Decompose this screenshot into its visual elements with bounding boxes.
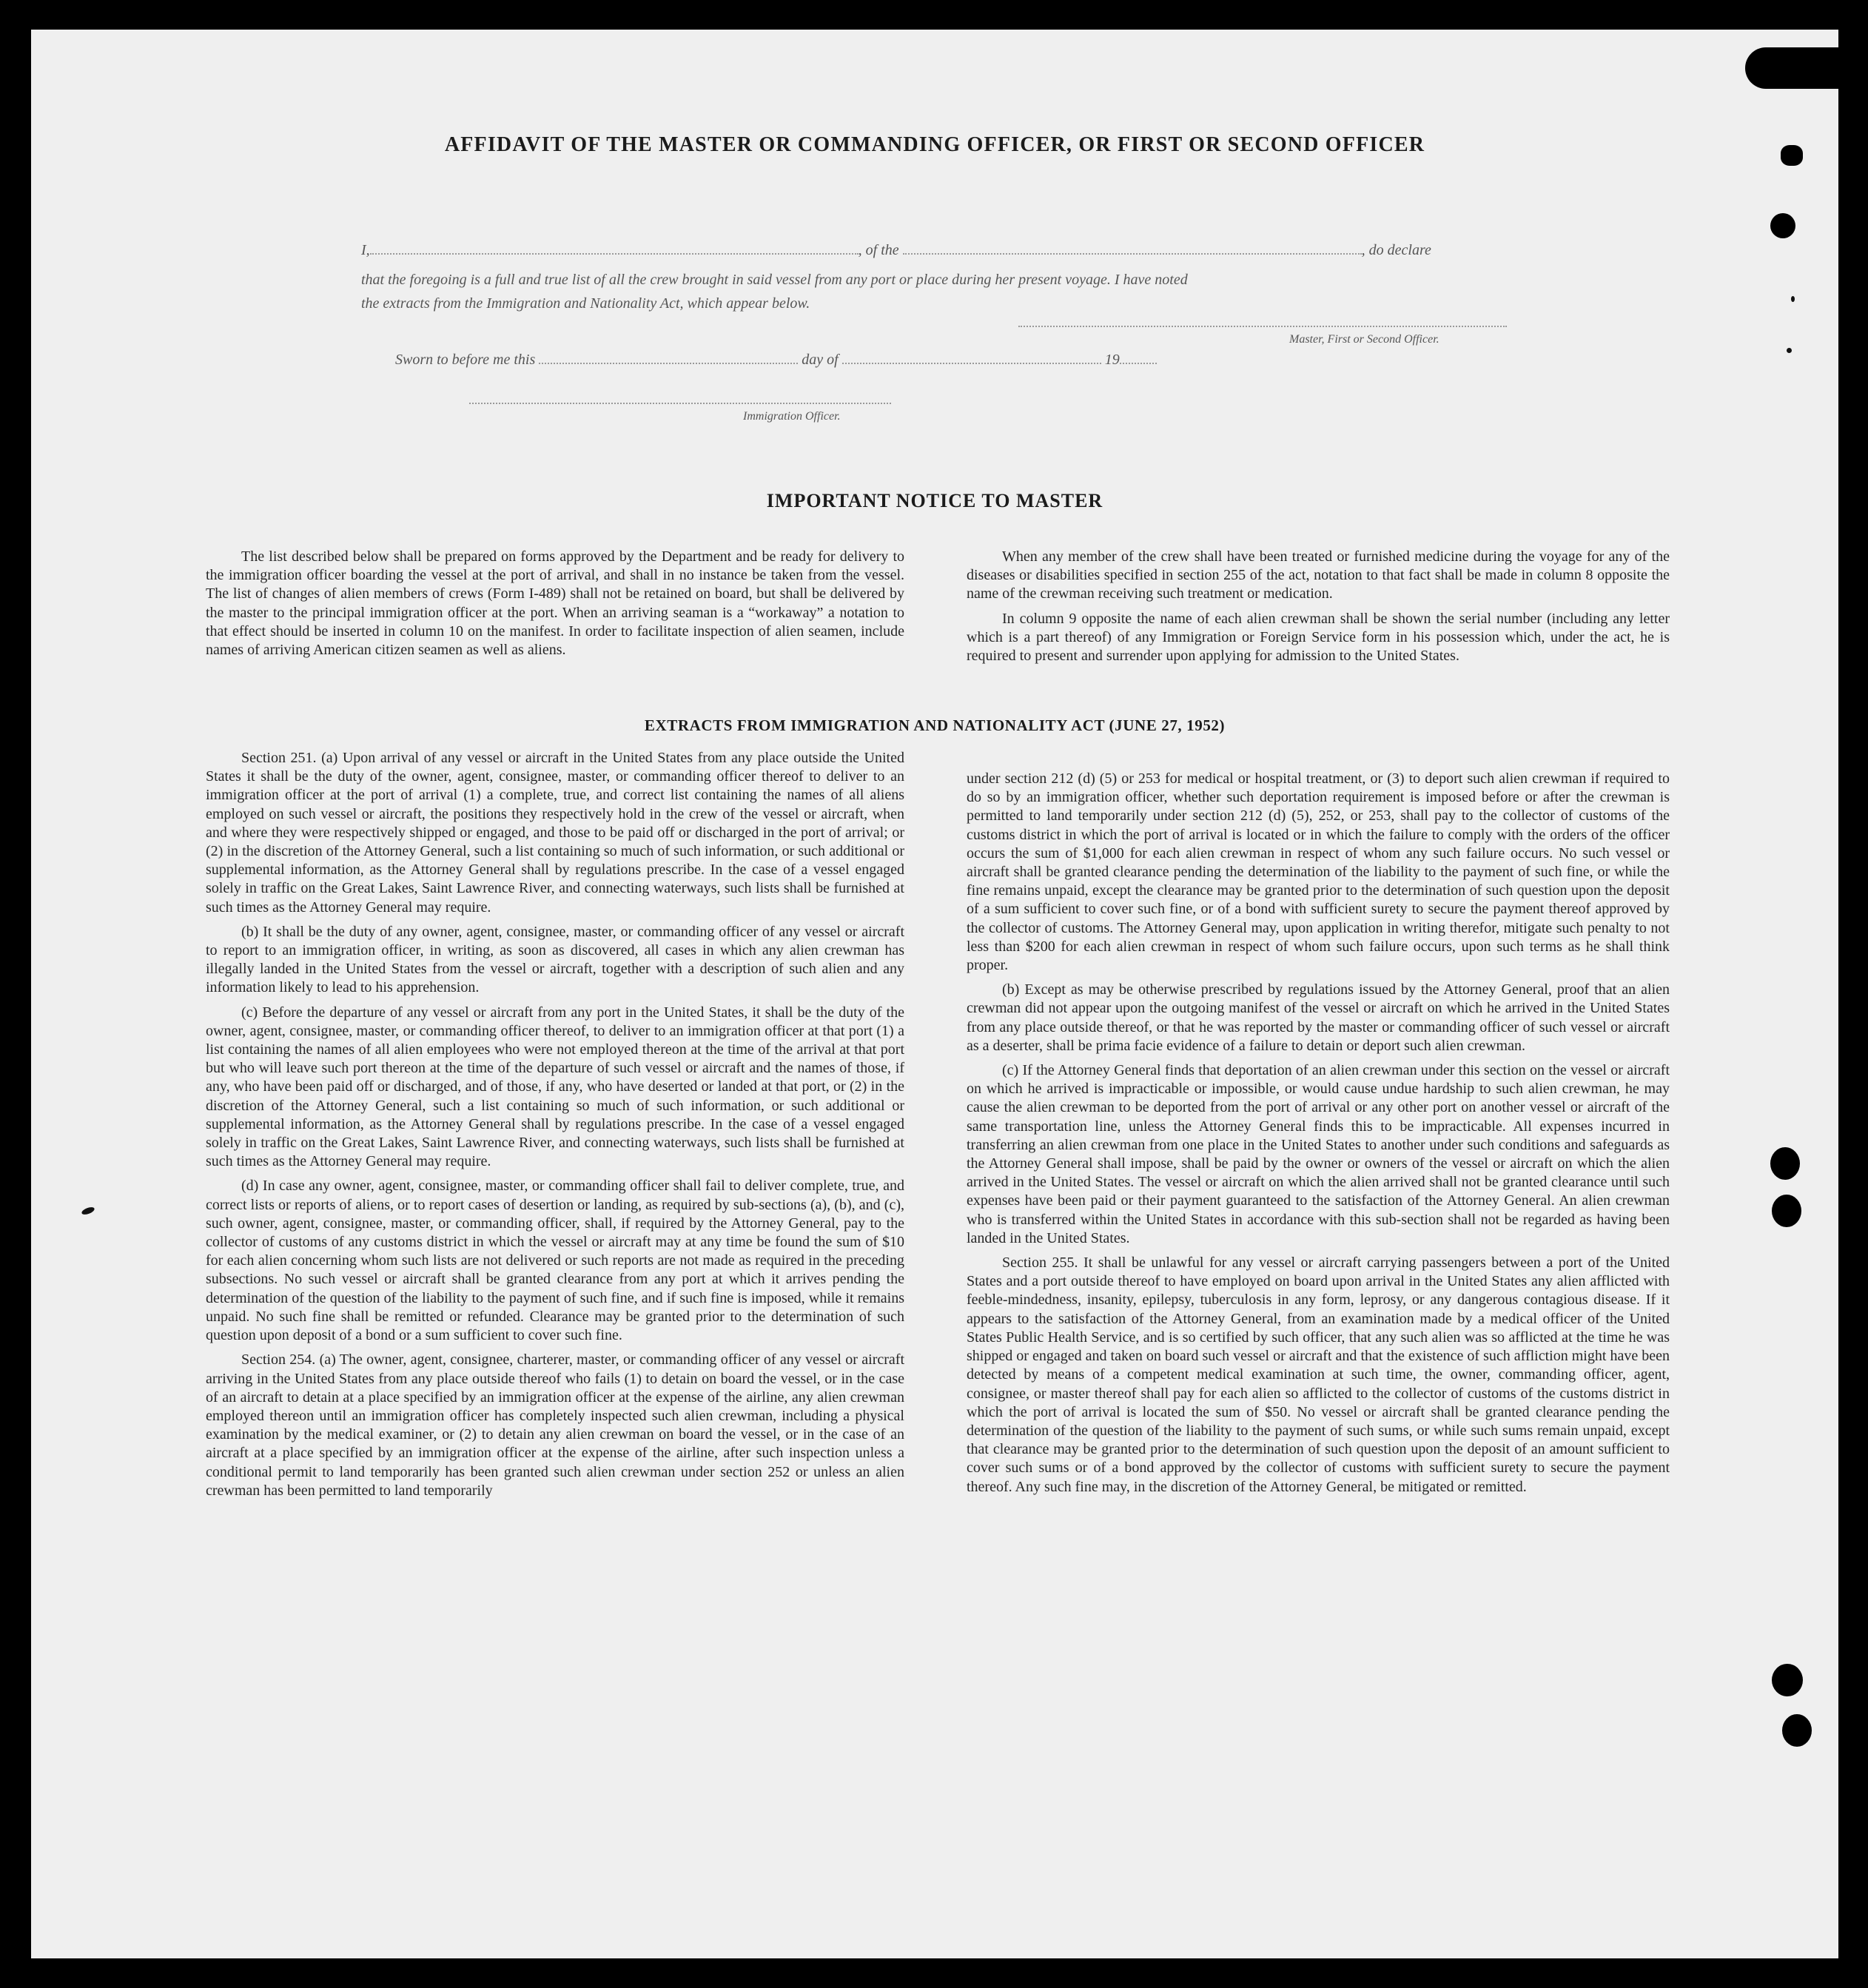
binder-hole — [1772, 1195, 1801, 1227]
immigration-officer-signature-line — [469, 403, 891, 404]
section-254-a-continued: under section 212 (d) (5) or 253 for medical or hospital treatment, or (3) to deport such alien crewman if required to do so by an immigration officer, whether such deportation requirement is imposed before or after the crewman is permitted to land temporarily under section 212 (d) (5), 252, or 253, shall pay to the collector of customs of the customs district in which the port of arrival is located or in which the failure to comply with the orders of the officer occurs the sum of $1,000 for each alien crewman in respect of whom any such failure occurs. No such vessel or aircraft shall be granted clearance pending the determination of the liability to the payment of such fine, or while the fine remains unpaid, except the clearance may be granted prior to the determination of such question upon the deposit of a sum sufficient to cover such fine, or of a bond with sufficient surety to secure the payment thereof approved by the collector of customs. The Attorney General may, upon application in writing therefor, mitigate such penalty to not less than $200 for each alien crewman in respect of whom such failure occurs, upon such terms as he shall think proper. — [967, 770, 1670, 974]
scan-speck — [1791, 296, 1795, 302]
year-blank — [1120, 351, 1157, 364]
section-254-c: (c) If the Attorney General finds that deportation of an alien crewman under this section on the vessel or aircraft on which he arrived is impracticable or impossible, or would cause undue hardship to such alien crewman, he may cause the alien crewman to be deported from the port of arrival or any other port on another vessel or aircraft of the same transportation line, unless the Attorney General finds this to be impracticable. All expenses incurred in transferring an alien crewman from one place in the United States to another under such conditions and safeguards as the Attorney General shall impose, shall be paid by the owner or owners of the vessel or aircraft on which the alien arrived in the United States. The vessel or aircraft on which the alien arrived shall not be granted clearance until such expenses have been paid or their payment guaranteed to the satisfaction of the Attorney General. An alien crewman who is transferred within the United States in accordance with this sub-section shall not be regarded as having been landed in the United States. — [967, 1062, 1670, 1246]
notice-left-paragraph: The list described below shall be prepared on forms approved by the Department and be ready for delivery to the immigration officer boarding the vessel at the port of arrival, and shall in no instance be taken from the vessel. The list of changes of alien members of crews (Form I-489) shall not be retained on board, but shall be delivered by the master to the principal immigration officer at the port. When an arriving seaman is a “workaway” a notation to that effect should be inserted in column 10 on the manifest. In order to facilitate inspection of alien seamen, include names of arriving American citizen seamen as well as aliens. — [206, 548, 904, 659]
section-251-a: Section 251. (a) Upon arrival of any vessel or aircraft in the United States from any place outside the United States it shall be the duty of the owner, agent, consignee, master, or commanding officer thereof to deliver to an immigration officer at the port of arrival (1) a complete, true, and correct list containing the names of all aliens employed on such vessel or aircraft, the positions they respectively hold in the crew of the vessel or aircraft, when and where they were respectively shipped or engaged, and those to be paid off or discharged in the port of arrival; or (2) in the discretion of the Attorney General, such a list containing so much of such information, or such additional or supplemental information, as the Attorney General shall by regulations prescribe. In the case of a vessel engaged solely in traffic on the Great Lakes, Saint Lawrence River, and connecting waterways, such lists shall be furnished at such times as the Attorney General may require. — [206, 750, 904, 916]
section-254-b: (b) Except as may be otherwise prescribed by regulations issued by the Attorney General, proof that an alien crewman did not appear upon the outgoing manifest of the vessel or aircraft on which he arrived in the United States from any place outside thereof, or that he was reported by the master or commanding officer of such vessel or aircraft as a deserter, shall be prima facie evidence of a failure to detain or deport such alien crewman. — [967, 981, 1670, 1054]
notice-right-paragraph-2: In column 9 opposite the name of each alien crewman shall be shown the serial number (including any letter which is a part thereof) of any Immigration or Foreign Service form in his possession which, under the act, he is required to present and surrender upon applying for admission to the United States. — [967, 610, 1670, 665]
section-251-d: (d) In case any owner, agent, consignee, master, or commanding officer shall fail to deliver complete, true, and correct lists or reports of aliens, or to report cases of desertion or landing, as required by sub-sections (a), (b), and (c), such owner, agent, consignee, master, or commanding officer, shall, if required by the Attorney General, pay to the collector of customs of any customs district in which the vessel or aircraft may at any time be found the sum of $10 for each alien concerning whom such lists are not delivered or such reports are not made as required in the preceding subsections. No such vessel or aircraft shall be granted clearance from any port at which it arrives pending the determination of the question of the liability to the payment of such fine, and if such fine is imposed, while it remains unpaid. No such fine shall be remitted or refunded. Clearance may be granted prior to the determination of such question upon deposit of a bond or a sum sufficient to cover such fine. — [206, 1178, 904, 1344]
notice-left-column — [206, 548, 904, 665]
name-blank — [370, 241, 859, 255]
sworn-day-blank — [539, 351, 798, 364]
notice-title: IMPORTANT NOTICE TO MASTER — [766, 490, 1103, 511]
affidavit-title: AFFIDAVIT OF THE MASTER OR COMMANDING OFFICER, OR FIRST OR SECOND OFFICER — [444, 133, 1425, 156]
binder-hole — [1772, 1664, 1803, 1696]
declaration-line-2: that the foregoing is a full and true list of all the crew brought in said vessel from any port or place during her present voyage. I have noted — [361, 272, 1188, 288]
scan-edge — [1838, 0, 1868, 1988]
section-251-b: (b) It shall be the duty of any owner, agent, consignee, master, or commanding officer of any vessel or aircraft to report to an immigration officer, in writing, as soon as discovered, all cases in which any alien crewman has illegally landed in the United States from the vessel or aircraft, together with a description of such alien and any information likely to lead to his apprehension. — [206, 923, 904, 996]
scan-speck — [81, 1206, 95, 1216]
declaration-of-the: , of the — [858, 242, 899, 258]
section-251-c: (c) Before the departure of any vessel or aircraft from any port in the United States, it shall be the duty of the owner, agent, consignee, master, or commanding officer thereof, to deliver to an immigration officer at that port (1) a list containing the names of all alien employees who were not employed thereon at the time of the arrival at that port but who will leave such port thereon at the time of the departure of such vessel or aircraft and the names of those, if any, who have been paid off or discharged, and of those, if any, who have deserted or landed at that port, or (2) in the discretion of the Attorney General, such a list containing so much of such information, or such additional or supplemental information, as the Attorney General shall by regulations prescribe. In the case of a vessel engaged solely in traffic on the Great Lakes, Saint Lawrence River, and connecting waterways, such lists shall be furnished at such times as the Attorney General may require. — [206, 1004, 904, 1170]
extracts-right-column — [967, 770, 1670, 1502]
immigration-officer-label: Immigration Officer. — [743, 410, 841, 423]
binder-hole — [1782, 1714, 1812, 1747]
binder-hole — [1745, 47, 1841, 89]
sworn-label: Sworn to before me this — [395, 352, 536, 368]
section-255: Section 255. It shall be unlawful for any vessel or aircraft carrying passengers between a port of the United States and a port outside thereof to have employed on board upon arrival in the United States any alien afflicted with feeble-mindedness, insanity, epilepsy, tuberculosis in any form, leprosy, or any dangerous contagious disease. If it appears to the satisfaction of the Attorney General, from an examination made by a medical officer of the United States Public Health Service, and is so certified by such officer, that any such alien was so afflicted at the time he was shipped or engaged and taken on board such vessel or aircraft and that the existence of such affliction might have been detected by means of a competent medical examination at such time, the owner, commanding officer, agent, consignee, or master thereof shall pay for each alien so afflicted to the collector of customs of the customs district in which the port of arrival is located the sum of $50. No vessel or aircraft shall be granted clearance pending the determination of the question of the liability to the payment of such sums, or while such sums remain unpaid, except that clearance may be granted prior to the determination of such question upon the deposit of an amount sufficient to cover such sums or of a bond approved by the collector of customs with sufficient surety to secure the payment thereof. Any such fine may, in the discretion of the Attorney General, be mitigated or remitted. — [967, 1255, 1670, 1495]
binder-hole — [1781, 145, 1803, 166]
extracts-left-column — [206, 749, 904, 1506]
section-254-a: Section 254. (a) The owner, agent, consignee, charterer, master, or commanding officer of any vessel or aircraft arriving in the United States from any place outside thereof who fails (1) to detain on board the vessel, or in the case of an aircraft to detain at a place specified by an immigration officer at the expense of the airline, any alien crewman employed thereon until an immigration officer has completely inspected such alien crewman, including a physical examination by the medical examiner, or (2) to detain any alien crewman on board the vessel, or in the case of an aircraft at a place specified by an immigration officer at the expense of the airline, after such inspection unless a conditional permit to land temporarily has been granted such alien crewman under section 252 or unless an alien crewman has been permitted to land temporarily — [206, 1351, 904, 1499]
scan-speck — [1787, 348, 1792, 353]
document-page — [31, 30, 1838, 1958]
master-signature-label: Master, First or Second Officer. — [1289, 333, 1439, 346]
year-label: 19 — [1104, 352, 1120, 368]
notice-right-paragraph-1: When any member of the crew shall have been treated or furnished medicine during the voyage for any of the diseases or disabilities specified in section 255 of the act, notation to that fact shall be made in column 8 opposite the name of the crewman receiving such treatment or medication. — [967, 548, 1670, 602]
binder-hole — [1770, 1147, 1800, 1180]
extracts-title: EXTRACTS FROM IMMIGRATION AND NATIONALITY ACT (JUNE 27, 1952) — [644, 716, 1226, 734]
day-of-label: day of — [802, 352, 839, 368]
sworn-line — [395, 349, 1587, 370]
declaration-line-3: the extracts from the Immigration and Nationality Act, which appear below. — [361, 295, 810, 312]
master-signature-line — [1018, 326, 1507, 327]
declaration-line-1 — [361, 240, 1553, 261]
notice-right-column — [967, 548, 1670, 671]
declaration-pronoun: I, — [361, 242, 370, 258]
sworn-month-blank — [842, 351, 1101, 364]
declaration-do-declare: , do declare — [1361, 242, 1431, 258]
vessel-blank — [903, 241, 1362, 255]
binder-hole — [1770, 213, 1795, 238]
